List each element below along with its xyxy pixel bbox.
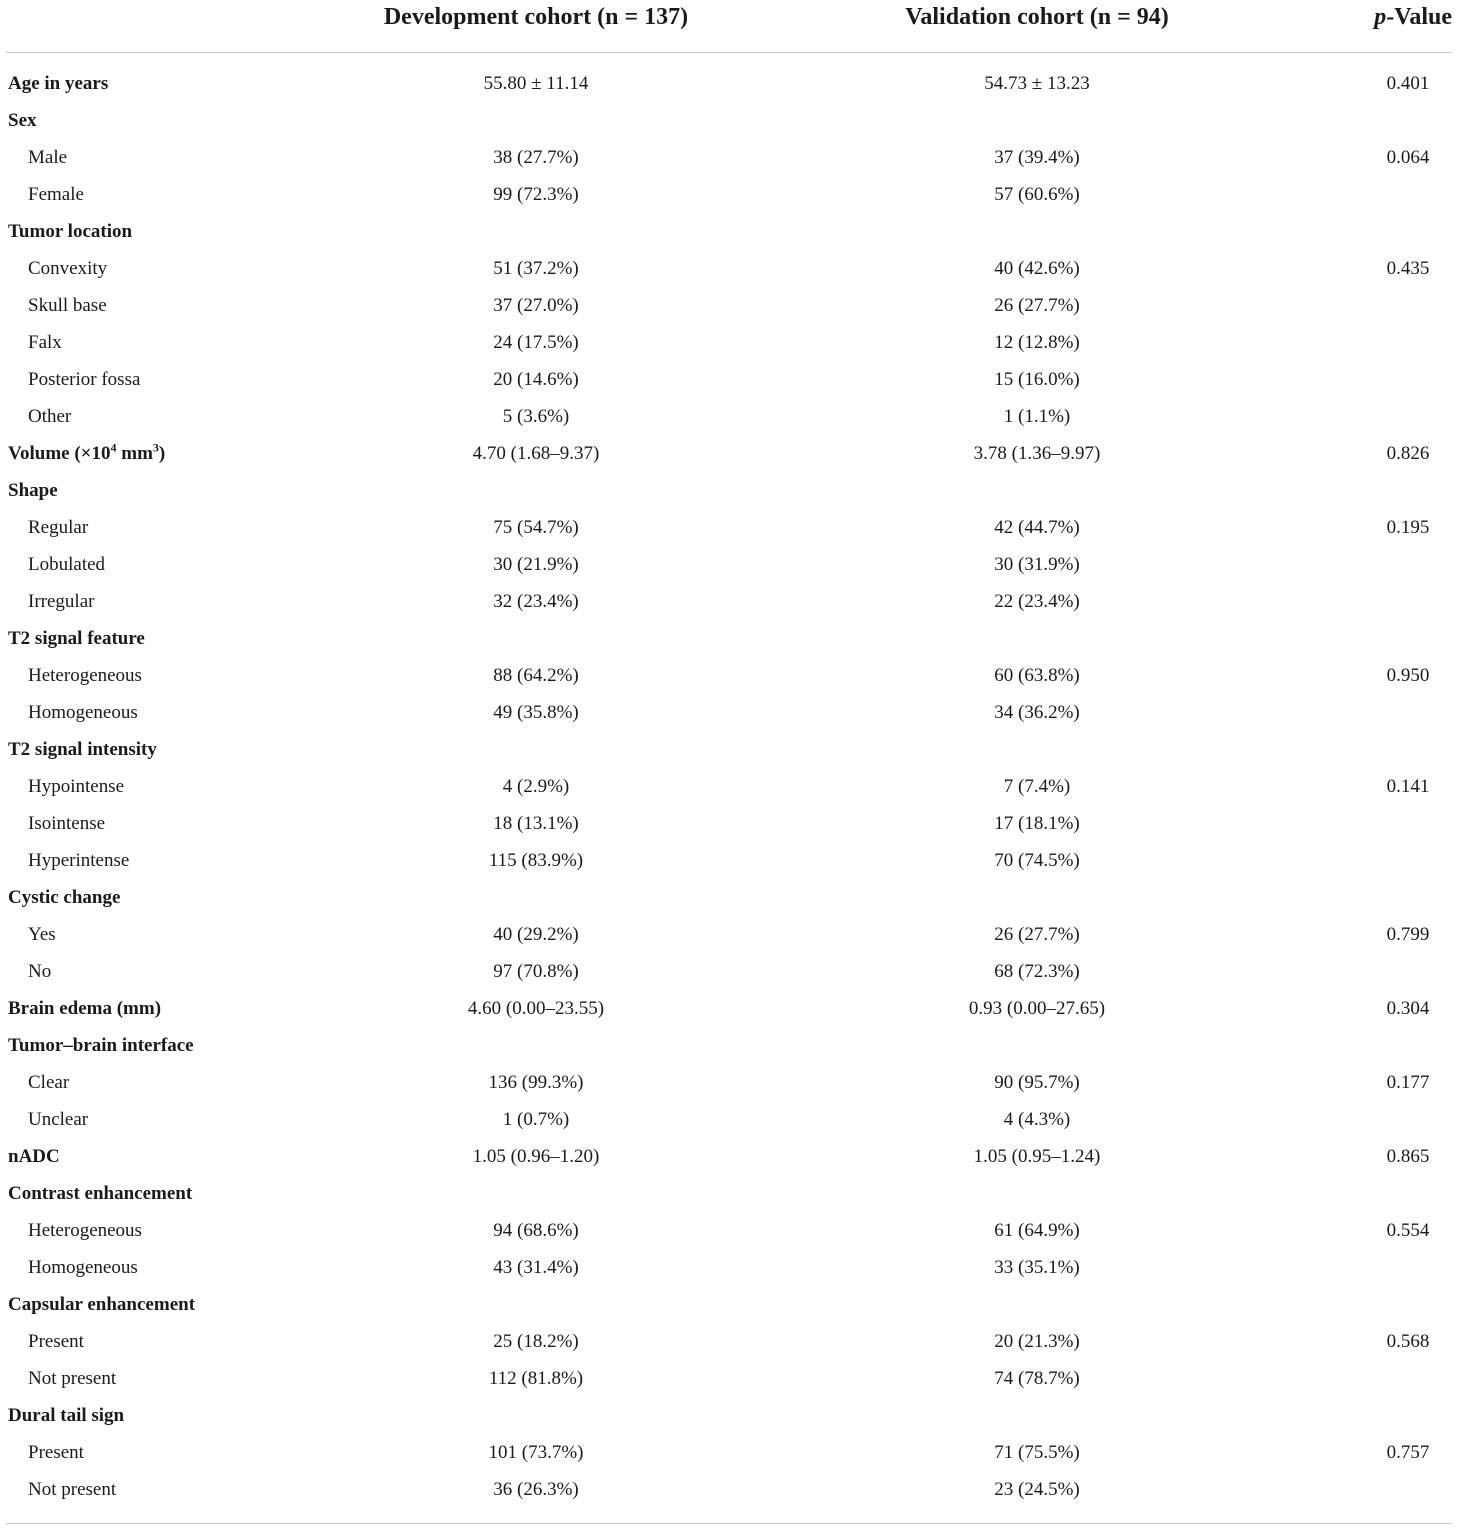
p-value: 0.304 [1386, 998, 1430, 1019]
row-label: Not present [28, 1368, 117, 1389]
development-value: 49 (35.8%) [493, 702, 579, 723]
table-row [0, 694, 1460, 731]
validation-value: 70 (74.5%) [994, 850, 1080, 871]
row-label: Heterogeneous [28, 1220, 142, 1241]
development-value: 112 (81.8%) [488, 1368, 584, 1389]
development-value: 25 (18.2%) [493, 1331, 579, 1352]
table-row [0, 398, 1460, 435]
development-value: 30 (21.9%) [493, 554, 579, 575]
table-body [0, 65, 1460, 1508]
row-label: Unclear [28, 1109, 89, 1130]
table-row [0, 435, 1460, 472]
validation-value: 3.78 (1.36–9.97) [973, 443, 1101, 464]
validation-value: 26 (27.7%) [994, 924, 1080, 945]
table-row [0, 916, 1460, 953]
row-label: Heterogeneous [28, 665, 142, 686]
development-value: 5 (3.6%) [502, 406, 570, 427]
table-row [0, 842, 1460, 879]
p-value-italic-p: p [1374, 4, 1387, 30]
row-label: Homogeneous [28, 702, 138, 723]
row-label: Capsular enhancement [8, 1294, 196, 1315]
table-row [0, 250, 1460, 287]
row-label: Homogeneous [28, 1257, 138, 1278]
column-header-p-value [1374, 4, 1452, 31]
row-label: Contrast enhancement [8, 1183, 193, 1204]
row-label: Age in years [8, 73, 109, 94]
validation-value: 42 (44.7%) [994, 517, 1080, 538]
validation-value: 61 (64.9%) [994, 1220, 1080, 1241]
p-value: 0.141 [1386, 776, 1430, 797]
row-label: Convexity [28, 258, 108, 279]
table-row [0, 879, 1460, 916]
development-value: 99 (72.3%) [493, 184, 579, 205]
table-row [0, 1360, 1460, 1397]
validation-value: 4 (4.3%) [1003, 1109, 1071, 1130]
validation-value: 54.73 ± 13.23 [984, 73, 1090, 94]
validation-value: 57 (60.6%) [994, 184, 1080, 205]
table-row [0, 287, 1460, 324]
row-label: Male [28, 147, 68, 168]
table-row [0, 1286, 1460, 1323]
validation-value: 30 (31.9%) [994, 554, 1080, 575]
table-header [0, 0, 1460, 40]
validation-value: 22 (23.4%) [994, 591, 1080, 612]
validation-value: 26 (27.7%) [994, 295, 1080, 316]
table-row [0, 546, 1460, 583]
validation-value: 71 (75.5%) [994, 1442, 1080, 1463]
development-value: 36 (26.3%) [493, 1479, 579, 1500]
validation-value: 17 (18.1%) [994, 813, 1080, 834]
row-label: Tumor–brain interface [8, 1035, 194, 1056]
development-value: 43 (31.4%) [493, 1257, 579, 1278]
table-row [0, 583, 1460, 620]
table-row [0, 657, 1460, 694]
row-label: Not present [28, 1479, 117, 1500]
validation-value: 60 (63.8%) [994, 665, 1080, 686]
label-part: ) [158, 443, 166, 464]
row-label: Hypointense [28, 776, 125, 797]
row-label: Skull base [28, 295, 107, 316]
row-label: Clear [28, 1072, 70, 1093]
table-row [0, 1027, 1460, 1064]
p-value: 0.177 [1386, 1072, 1430, 1093]
table-row [0, 176, 1460, 213]
development-value: 32 (23.4%) [493, 591, 579, 612]
development-value: 94 (68.6%) [493, 1220, 579, 1241]
development-value: 1.05 (0.96–1.20) [472, 1146, 600, 1167]
table-row [0, 102, 1460, 139]
table-row [0, 953, 1460, 990]
row-label: nADC [8, 1146, 60, 1167]
row-label: Tumor location [8, 221, 133, 242]
development-value: 37 (27.0%) [493, 295, 579, 316]
development-value: 24 (17.5%) [493, 332, 579, 353]
row-label: Shape [8, 480, 58, 501]
row-label: Regular [28, 517, 89, 538]
row-label: Yes [28, 924, 56, 945]
development-value: 115 (83.9%) [488, 850, 584, 871]
development-value: 1 (0.7%) [502, 1109, 570, 1130]
table-row [0, 1397, 1460, 1434]
p-value: 0.064 [1386, 147, 1430, 168]
row-label: Other [28, 406, 72, 427]
table-row [0, 731, 1460, 768]
row-label: Falx [28, 332, 62, 353]
table-row [0, 1212, 1460, 1249]
development-value: 4.60 (0.00–23.55) [467, 998, 605, 1019]
validation-value: 33 (35.1%) [994, 1257, 1080, 1278]
table-row [0, 1138, 1460, 1175]
table-row [0, 361, 1460, 398]
column-header-development: Development cohort (n = 137) [383, 4, 689, 30]
row-label: Female [28, 184, 84, 205]
p-value: 0.435 [1386, 258, 1430, 279]
superscript: 4 [110, 440, 117, 455]
table-row [0, 509, 1460, 546]
row-label: T2 signal feature [8, 628, 145, 649]
development-value: 97 (70.8%) [493, 961, 579, 982]
row-label: Present [28, 1331, 84, 1352]
label-part: Volume (×10 [8, 443, 111, 464]
validation-value: 20 (21.3%) [994, 1331, 1080, 1352]
p-value: 0.799 [1386, 924, 1430, 945]
row-label: Isointense [28, 813, 106, 834]
validation-value: 12 (12.8%) [994, 332, 1080, 353]
p-value: 0.950 [1386, 665, 1430, 686]
table-row [0, 65, 1460, 102]
table-row [0, 1175, 1460, 1212]
table-row [0, 620, 1460, 657]
validation-value: 40 (42.6%) [994, 258, 1080, 279]
table-row [0, 1323, 1460, 1360]
validation-value: 0.93 (0.00–27.65) [968, 998, 1106, 1019]
validation-value: 23 (24.5%) [994, 1479, 1080, 1500]
row-label: Brain edema (mm) [8, 998, 162, 1019]
development-value: 136 (99.3%) [488, 1072, 584, 1093]
validation-value: 7 (7.4%) [1003, 776, 1071, 797]
row-label: Dural tail sign [8, 1405, 125, 1426]
row-label: Cystic change [8, 887, 121, 908]
table-row [0, 1434, 1460, 1471]
validation-value: 15 (16.0%) [994, 369, 1080, 390]
table-row [0, 1101, 1460, 1138]
row-label: Irregular [28, 591, 95, 612]
p-value: 0.195 [1386, 517, 1430, 538]
row-label: Present [28, 1442, 84, 1463]
table-row [0, 805, 1460, 842]
row-label: Sex [8, 110, 37, 131]
development-value: 18 (13.1%) [493, 813, 579, 834]
label-part: mm [116, 443, 153, 464]
p-value: 0.826 [1386, 443, 1430, 464]
p-value: 0.757 [1386, 1442, 1430, 1463]
table-row [0, 139, 1460, 176]
development-value: 51 (37.2%) [493, 258, 579, 279]
validation-value: 74 (78.7%) [994, 1368, 1080, 1389]
table-row [0, 324, 1460, 361]
validation-value: 68 (72.3%) [994, 961, 1080, 982]
validation-value: 1.05 (0.95–1.24) [973, 1146, 1101, 1167]
bottom-rule [6, 1523, 1452, 1524]
table-row [0, 213, 1460, 250]
row-label [8, 435, 165, 472]
validation-value: 1 (1.1%) [1003, 406, 1071, 427]
development-value: 4 (2.9%) [502, 776, 570, 797]
p-value: 0.401 [1386, 73, 1430, 94]
row-label: Hyperintense [28, 850, 130, 871]
row-label: Posterior fossa [28, 369, 141, 390]
header-rule [6, 52, 1452, 53]
table-row [0, 1471, 1460, 1508]
validation-value: 34 (36.2%) [994, 702, 1080, 723]
table-row [0, 1064, 1460, 1101]
p-value: 0.865 [1386, 1146, 1430, 1167]
table-row [0, 472, 1460, 509]
column-header-validation: Validation cohort (n = 94) [905, 4, 1169, 30]
row-label: Lobulated [28, 554, 106, 575]
development-value: 38 (27.7%) [493, 147, 579, 168]
development-value: 4.70 (1.68–9.37) [472, 443, 600, 464]
superscript: 3 [152, 440, 159, 455]
table-row [0, 1249, 1460, 1286]
p-value-suffix: -Value [1386, 4, 1452, 30]
p-value: 0.568 [1386, 1331, 1430, 1352]
validation-value: 90 (95.7%) [994, 1072, 1080, 1093]
development-value: 101 (73.7%) [488, 1442, 584, 1463]
table-row [0, 768, 1460, 805]
p-value: 0.554 [1386, 1220, 1430, 1241]
row-label: T2 signal intensity [8, 739, 157, 760]
development-value: 20 (14.6%) [493, 369, 579, 390]
validation-value: 37 (39.4%) [994, 147, 1080, 168]
development-value: 55.80 ± 11.14 [483, 73, 589, 94]
development-value: 40 (29.2%) [493, 924, 579, 945]
development-value: 88 (64.2%) [493, 665, 579, 686]
development-value: 75 (54.7%) [493, 517, 579, 538]
table-row [0, 990, 1460, 1027]
row-label: No [28, 961, 52, 982]
